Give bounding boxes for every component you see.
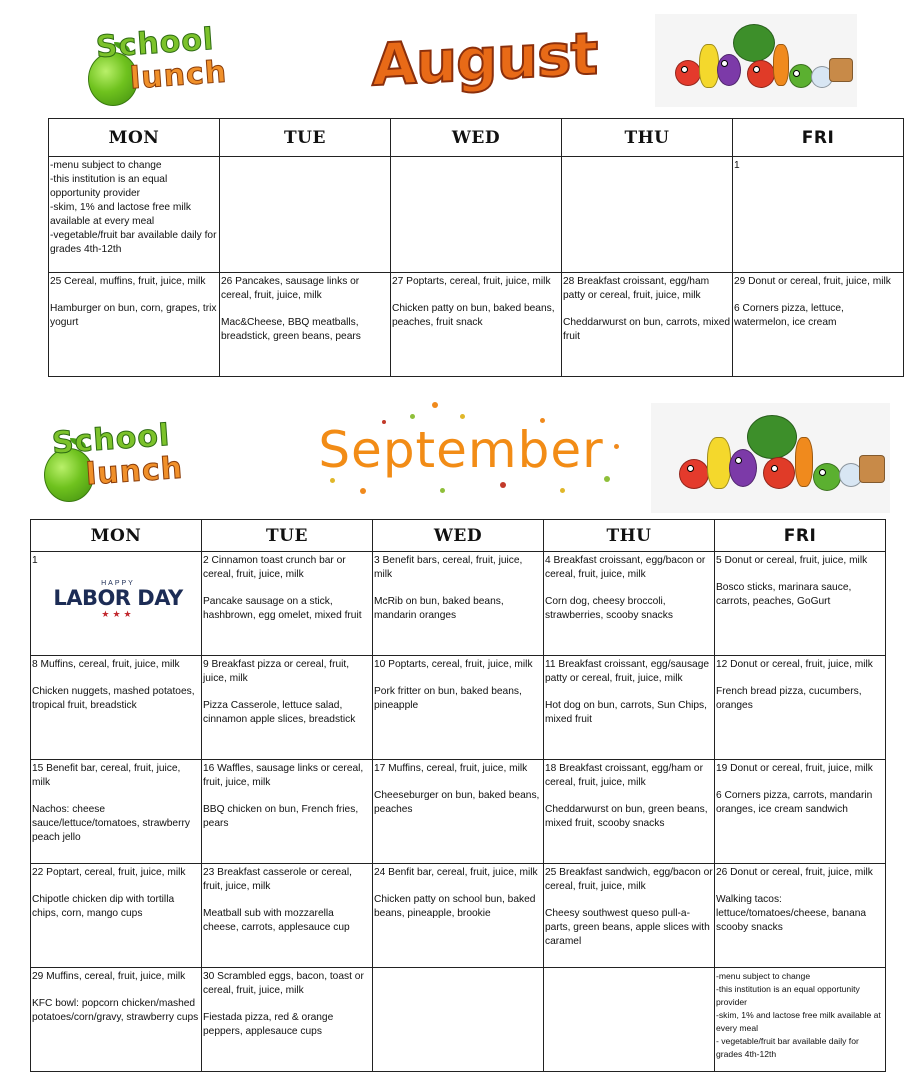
weekday-header: MON xyxy=(31,520,202,552)
breakfast-text: 16 Waffles, sausage links or cereal, fruit, juice, milk xyxy=(203,763,364,788)
breakfast-text: 17 Muffins, cereal, fruit, juice, milk xyxy=(374,763,528,774)
table-row xyxy=(31,864,886,968)
lunch-text: Pizza Casserole, lettuce salad, cinnamon apple slices, breadstick xyxy=(203,700,356,725)
month-title-september: September xyxy=(318,421,604,479)
table-row xyxy=(49,273,904,377)
day-cell-aug-27 xyxy=(391,273,562,377)
day-cell-sep-30 xyxy=(202,968,373,1072)
breakfast-text: 18 Breakfast croissant, egg/ham or cereal, fruit, juice, milk xyxy=(545,763,703,788)
weekday-header: TUE xyxy=(202,520,373,552)
day-cell-sep-15 xyxy=(31,760,202,864)
day-cell-sep-23 xyxy=(202,864,373,968)
menu-notes: -menu subject to change -this institution is an equal opportunity provider -skim, 1% and lactose free milk available at every meal -vegetable/fruit bar available daily for grades 4th-12th xyxy=(49,157,220,273)
weekday-header: TUE xyxy=(220,119,391,157)
breakfast-text: 24 Benfit bar, cereal, fruit, juice, milk xyxy=(374,867,538,878)
lunch-text: Cheddarwurst on bun, green beans, mixed fruit, scooby snacks xyxy=(545,804,708,829)
weekday-header: FRI xyxy=(733,119,904,157)
weekday-header: THU xyxy=(562,119,733,157)
lunch-text: 6 Corners pizza, carrots, mandarin oranges, ice cream sandwich xyxy=(716,790,873,815)
logo-text-school: School xyxy=(50,417,172,462)
logo-text-lunch: lunch xyxy=(128,54,229,97)
table-row xyxy=(31,656,886,760)
day-cell-sep-11 xyxy=(544,656,715,760)
table-row xyxy=(49,157,904,273)
lunch-text: Walking tacos: lettuce/tomatoes/cheese, banana scooby snacks xyxy=(716,894,867,933)
lunch-text: Hot dog on bun, carrots, Sun Chips, mixed fruit xyxy=(545,700,707,725)
breakfast-text: 25 Cereal, muffins, fruit, juice, milk xyxy=(50,276,206,287)
day-cell-sep-29 xyxy=(31,968,202,1072)
day-number: 1 xyxy=(734,160,740,171)
lunch-text: Nachos: cheese sauce/lettuce/tomatoes, strawberry peach jello xyxy=(32,804,190,843)
weekday-header: THU xyxy=(544,520,715,552)
day-cell-sep-4 xyxy=(544,552,715,656)
labor-day-badge: HAPPY LABOR DAY ★★★ xyxy=(48,580,188,620)
lunch-text: Cheeseburger on bun, baked beans, peaches xyxy=(374,790,540,815)
weekday-header: MON xyxy=(49,119,220,157)
lunch-text: KFC bowl: popcorn chicken/mashed potatoes/corn/gravy, strawberry cups xyxy=(32,998,199,1023)
day-cell-aug-26 xyxy=(220,273,391,377)
weekday-header: FRI xyxy=(715,520,886,552)
breakfast-text: 19 Donut or cereal, fruit, juice, milk xyxy=(716,763,873,774)
fruit-vegetable-illustration xyxy=(655,14,857,107)
table-row xyxy=(31,760,886,864)
day-cell-sep-5 xyxy=(715,552,886,656)
school-lunch-logo xyxy=(44,418,194,508)
day-cell-aug-28 xyxy=(562,273,733,377)
breakfast-text: 12 Donut or cereal, fruit, juice, milk xyxy=(716,659,873,670)
menu-notes: -menu subject to change -this institution is an equal opportunity provider -skim, 1% and lactose free milk available at every meal - vegetable/fruit bar available daily for grades 4th-12th xyxy=(715,968,886,1072)
lunch-text: BBQ chicken on bun, French fries, pears xyxy=(203,804,359,829)
breakfast-text: 8 Muffins, cereal, fruit, juice, milk xyxy=(32,659,180,670)
breakfast-text: 23 Breakfast casserole or cereal, fruit, juice, milk xyxy=(203,867,352,892)
breakfast-text: 30 Scrambled eggs, bacon, toast or cereal, fruit, juice, milk xyxy=(203,971,364,996)
breakfast-text: 10 Poptarts, cereal, fruit, juice, milk xyxy=(374,659,533,670)
breakfast-text: 26 Pancakes, sausage links or cereal, fruit, juice, milk xyxy=(221,276,360,301)
lunch-text: Chicken patty on bun, baked beans, peaches, fruit snack xyxy=(392,303,555,328)
weekday-header: WED xyxy=(373,520,544,552)
lunch-text: Chicken patty on school bun, baked beans, pineapple, brookie xyxy=(374,894,536,919)
breakfast-text: 4 Breakfast croissant, egg/bacon or cereal, fruit, juice, milk xyxy=(545,555,706,580)
breakfast-text: 5 Donut or cereal, fruit, juice, milk xyxy=(716,555,868,566)
lunch-text: Pancake sausage on a stick, hashbrown, egg omelet, mixed fruit xyxy=(203,596,362,621)
lunch-text: Cheddarwurst on bun, carrots, mixed fruit xyxy=(563,317,731,342)
day-cell-sep-2 xyxy=(202,552,373,656)
day-cell-sep-9 xyxy=(202,656,373,760)
school-lunch-logo xyxy=(88,22,238,112)
breakfast-text: 29 Muffins, cereal, fruit, juice, milk xyxy=(32,971,186,982)
table-row xyxy=(31,968,886,1072)
day-cell-sep-25 xyxy=(544,864,715,968)
lunch-text: Chicken nuggets, mashed potatoes, tropical fruit, breadstick xyxy=(32,686,195,711)
breakfast-text: 3 Benefit bars, cereal, fruit, juice, milk xyxy=(374,555,523,580)
day-cell-sep-22 xyxy=(31,864,202,968)
day-cell-empty xyxy=(373,968,544,1072)
lunch-text: Chipotle chicken dip with tortilla chips, corn, mango cups xyxy=(32,894,175,919)
day-cell-sep-26 xyxy=(715,864,886,968)
day-cell-sep-3 xyxy=(373,552,544,656)
weekday-header: WED xyxy=(391,119,562,157)
lunch-text: Corn dog, cheesy broccoli, strawberries, scooby snacks xyxy=(545,596,673,621)
day-cell-empty xyxy=(562,157,733,273)
breakfast-text: 28 Breakfast croissant, egg/ham patty or cereal, fruit, juice, milk xyxy=(563,276,710,301)
day-cell-aug-1 xyxy=(733,157,904,273)
day-cell-sep-8 xyxy=(31,656,202,760)
day-cell-sep-16 xyxy=(202,760,373,864)
logo-text-lunch: lunch xyxy=(84,450,185,493)
day-number: 1 xyxy=(32,555,38,566)
lunch-text: Hamburger on bun, corn, grapes, trix yogurt xyxy=(50,303,217,328)
lunch-text: Meatball sub with mozzarella cheese, carrots, applesauce cup xyxy=(203,908,350,933)
day-cell-aug-25 xyxy=(49,273,220,377)
lunch-text: Mac&Cheese, BBQ meatballs, breadstick, green beans, pears xyxy=(221,317,361,342)
breakfast-text: 22 Poptart, cereal, fruit, juice, milk xyxy=(32,867,186,878)
lunch-text: 6 Corners pizza, lettuce, watermelon, ice cream xyxy=(734,303,844,328)
stars-icon: ★★★ xyxy=(101,609,135,619)
day-cell-sep-24 xyxy=(373,864,544,968)
day-cell-sep-17 xyxy=(373,760,544,864)
lunch-text: Fiestada pizza, red & orange peppers, applesauce cups xyxy=(203,1012,334,1037)
lunch-text: French bread pizza, cucumbers, oranges xyxy=(716,686,862,711)
logo-text-school: School xyxy=(94,21,216,66)
lunch-text: Cheesy southwest queso pull-a-parts, green beans, apple slices with caramel xyxy=(545,908,710,947)
lunch-text: Pork fritter on bun, baked beans, pineapple xyxy=(374,686,522,711)
breakfast-text: 15 Benefit bar, cereal, fruit, juice, milk xyxy=(32,763,181,788)
breakfast-text: 25 Breakfast sandwich, egg/bacon or cereal, fruit, juice, milk xyxy=(545,867,713,892)
breakfast-text: 29 Donut or cereal, fruit, juice, milk xyxy=(734,276,891,287)
breakfast-text: 2 Cinnamon toast crunch bar or cereal, fruit, juice, milk xyxy=(203,555,346,580)
breakfast-text: 11 Breakfast croissant, egg/sausage patty or cereal, fruit, juice, milk xyxy=(545,659,710,684)
breakfast-text: 27 Poptarts, cereal, fruit, juice, milk xyxy=(392,276,551,287)
day-cell-sep-12 xyxy=(715,656,886,760)
august-menu-table xyxy=(48,118,904,377)
day-cell-empty xyxy=(544,968,715,1072)
fruit-vegetable-illustration xyxy=(651,403,890,513)
weekday-header-row xyxy=(49,119,904,157)
day-cell-aug-29 xyxy=(733,273,904,377)
breakfast-text: 9 Breakfast pizza or cereal, fruit, juice, milk xyxy=(203,659,350,684)
lunch-text: Bosco sticks, marinara sauce, carrots, peaches, GoGurt xyxy=(716,582,852,607)
day-cell-sep-18 xyxy=(544,760,715,864)
day-cell-empty xyxy=(220,157,391,273)
weekday-header-row xyxy=(31,520,886,552)
lunch-text: McRib on bun, baked beans, mandarin oranges xyxy=(374,596,504,621)
day-cell-sep-10 xyxy=(373,656,544,760)
month-title-august: August xyxy=(372,19,598,100)
breakfast-text: 26 Donut or cereal, fruit, juice, milk xyxy=(716,867,873,878)
day-cell-empty xyxy=(391,157,562,273)
day-cell-sep-19 xyxy=(715,760,886,864)
